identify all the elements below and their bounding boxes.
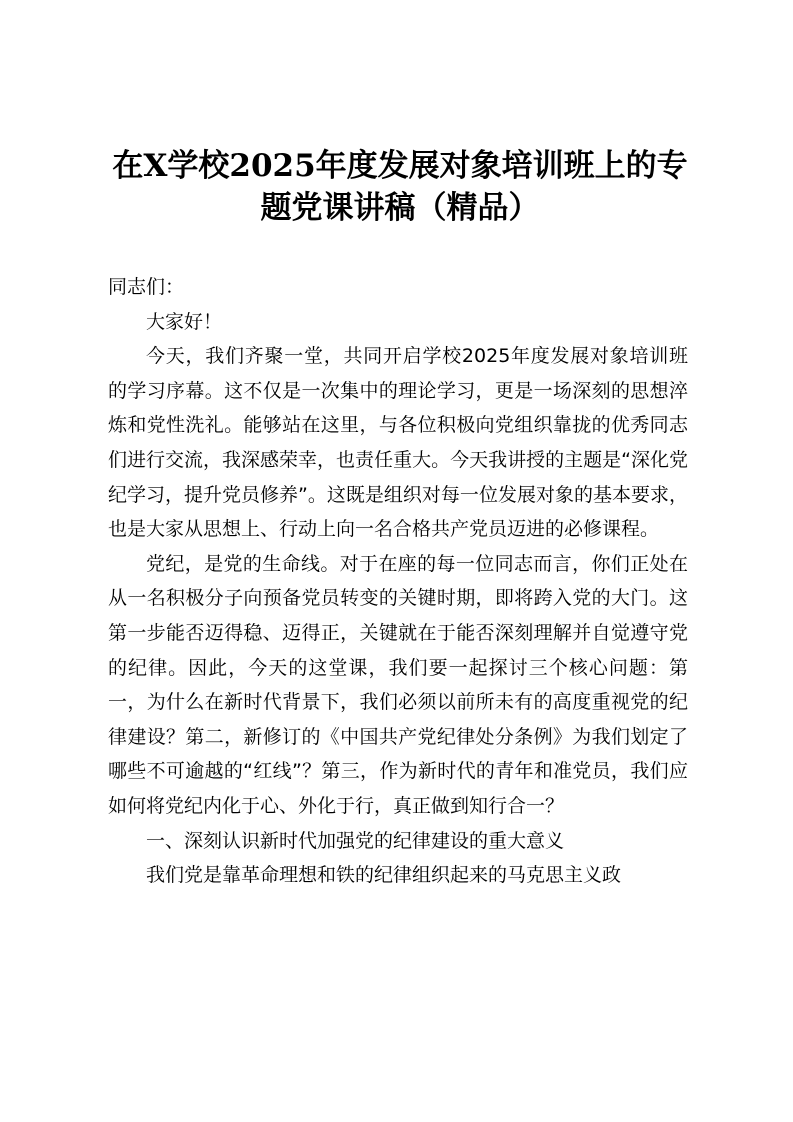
salutation: 同志们： [108, 276, 185, 298]
body-paragraph-1: 今天，我们齐聚一堂，共同开启学校2025年度发展对象培训班的学习序幕。这不仅是一次集中的理论学习，更是一场深刻的思想淬炼和党性洗礼。能够站在这里，与各位积极向党组织靠拢的优秀同志们进行交流，我深感荣幸，也责任重大。今天我讲授的主题是“深化党纪学习，提升党员修养”。这既是组织对每一位发展对象的基本要求，也是大家从思想上、行动上向一名合格共产党员迈进的必修课程。 [108, 345, 688, 541]
body-paragraph-3: 我们党是靠革命理想和铁的纪律组织起来的马克思主义政 [146, 864, 622, 887]
document-body [108, 270, 688, 893]
section-heading-1: 一、深刻认识新时代加强党的纪律建设的重大意义 [146, 829, 565, 852]
document-title: 在X学校2025年度发展对象培训班上的专题党课讲稿（精品） [112, 148, 688, 226]
body-paragraph-2: 党纪，是党的生命线。对于在座的每一位同志而言，你们正处在从一名积极分子向预备党员转变的关键时期，即将跨入党的大门。这第一步能否迈得稳、迈得正，关键就在于能否深刻理解并自觉遵守党的纪律。因此，今天的这堂课，我们要一起探讨三个核心问题：第一，为什么在新时代背景下，我们必须以前所未有的高度重视党的纪律建设？第二，新修订的《中国共产党纪律处分条例》为我们划定了哪些不可逾越的“红线”？第三，作为新时代的青年和准党员，我们应如何将党纪内化于心、外化于行，真正做到知行合一？ [108, 552, 688, 817]
greeting: 大家好！ [146, 310, 223, 333]
